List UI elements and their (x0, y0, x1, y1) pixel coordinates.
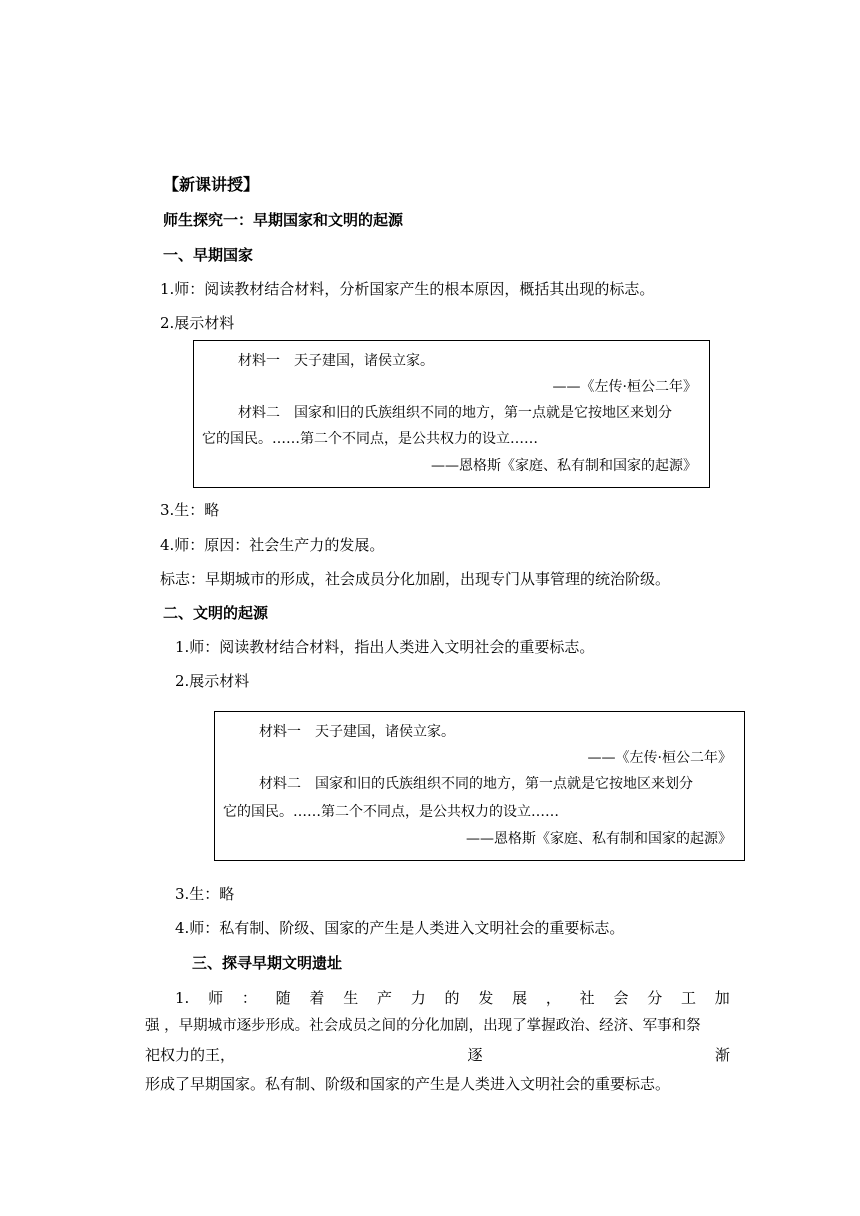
part1-flag-text: 标志：早期城市的形成，社会成员分化加剧，出现专门从事管理的统治阶级。 (160, 570, 671, 588)
part3-paragraph-line2: 强 ，早期城市逐步形成。社会成员之间的分化加剧，出现了掌握政治、经济、军事和祭 (145, 1018, 701, 1034)
part3-paragraph-line1 (175, 988, 730, 1008)
section-title: 【新课讲授】 (163, 175, 260, 194)
word: 工 (681, 989, 697, 1007)
word: 社 (579, 989, 595, 1007)
material-2-source: ——恩格斯《家庭、私有制和国家的起源》 (466, 831, 732, 847)
word: 加 (714, 989, 730, 1007)
word: 1. (175, 989, 190, 1007)
word: ， (545, 989, 561, 1007)
part1-question-2: 2.展示材料 (160, 314, 235, 332)
material-1-text: 材料一 天子建国，诸侯立家。 (259, 724, 455, 740)
word: 的 (444, 989, 460, 1007)
word: 着 (309, 989, 325, 1007)
part1-material-box (193, 340, 710, 488)
word: 展 (512, 989, 528, 1007)
inquiry-title: 师生探究一：早期国家和文明的起源 (163, 211, 404, 229)
word: 发 (478, 989, 494, 1007)
part2-question-3: 3.生：略 (175, 885, 235, 903)
material-2-text-line2: 它的国民。……第二个不同点，是公共权力的设立…… (223, 804, 559, 820)
part2-heading: 二、文明的起源 (163, 604, 269, 622)
word: 会 (613, 989, 629, 1007)
word: ： (241, 989, 257, 1007)
word: 渐 (714, 1046, 730, 1064)
word: 祀权力的王， (145, 1046, 236, 1064)
part1-question-1: 1.师：阅读教材结合材料，分析国家产生的根本原因，概括其出现的标志。 (160, 280, 655, 298)
word: 分 (647, 989, 663, 1007)
material-2-text-line1: 材料二 国家和旧的氏族组织不同的地方，第一点就是它按地区来划分 (238, 405, 672, 421)
material-2-source: ——恩格斯《家庭、私有制和国家的起源》 (431, 458, 697, 474)
part1-heading: 一、早期国家 (163, 246, 254, 264)
word: 随 (275, 989, 291, 1007)
part2-material-box (214, 711, 745, 861)
material-1-text: 材料一 天子建国，诸侯立家。 (238, 353, 434, 369)
material-1-source: ——《左传·桓公二年》 (552, 379, 697, 395)
word: 产 (376, 989, 392, 1007)
word: 力 (410, 989, 426, 1007)
part1-question-3: 3.生：略 (160, 501, 220, 519)
part3-heading: 三、探寻早期文明遗址 (192, 954, 343, 972)
word: 逐 (467, 1046, 483, 1064)
material-2-text-line2: 它的国民。……第二个不同点，是公共权力的设立…… (202, 431, 538, 447)
word: 师 (208, 989, 224, 1007)
material-1-source: ——《左传·桓公二年》 (587, 750, 732, 766)
part2-question-2: 2.展示材料 (175, 672, 250, 690)
part3-paragraph-line3 (145, 1045, 730, 1065)
part3-paragraph-line4: 形成了早期国家。私有制、阶级和国家的产生是人类进入文明社会的重要标志。 (145, 1075, 671, 1093)
part1-question-4: 4.师：原因：社会生产力的发展。 (160, 536, 385, 554)
material-2-text-line1: 材料二 国家和旧的氏族组织不同的地方，第一点就是它按地区来划分 (259, 776, 693, 792)
word: 生 (343, 989, 359, 1007)
part2-question-4: 4.师：私有制、阶级、国家的产生是人类进入文明社会的重要标志。 (175, 919, 625, 937)
part2-question-1: 1.师：阅读教材结合材料，指出人类进入文明社会的重要标志。 (175, 638, 595, 656)
